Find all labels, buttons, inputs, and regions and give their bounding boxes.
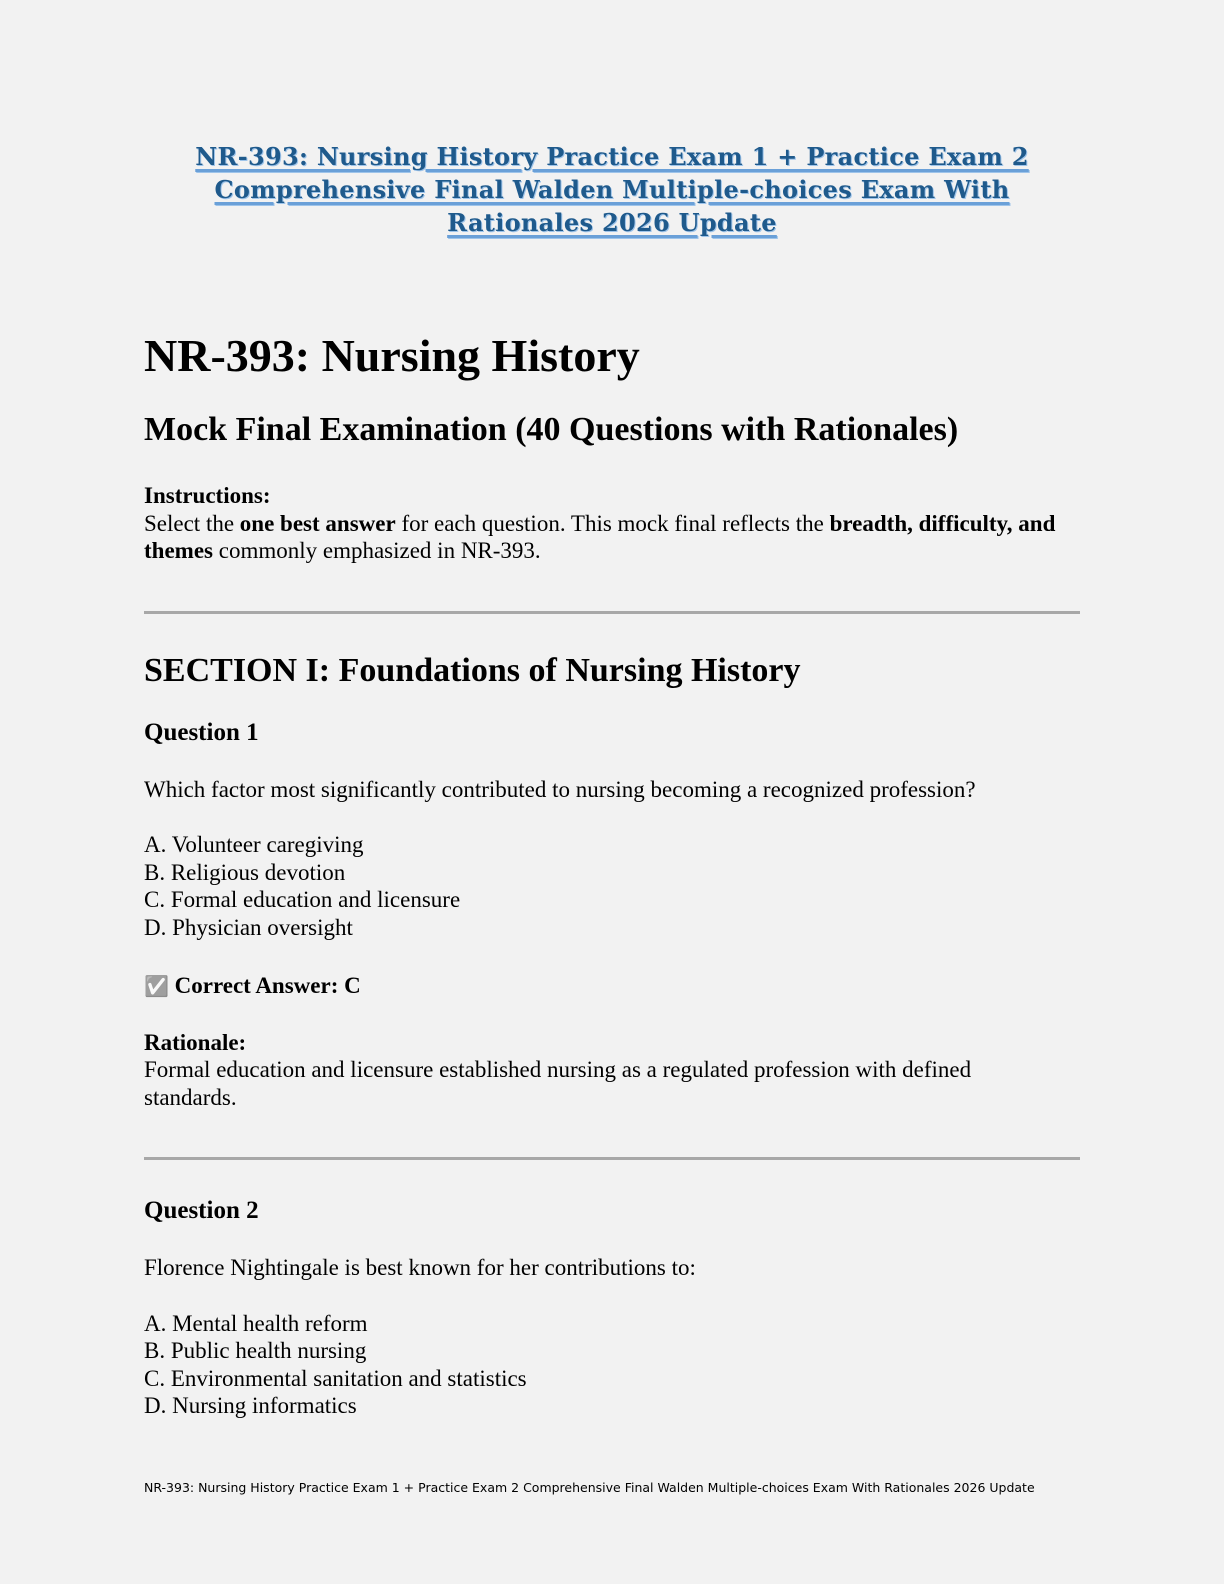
instructions-bold-1: one best answer — [239, 510, 396, 536]
divider — [144, 1157, 1080, 1160]
correct-answer — [144, 972, 1080, 1001]
instructions-text-2: for each question. This mock final reflects the — [395, 510, 830, 536]
question-2-prompt: Florence Nightingale is best known for her contributions to: — [144, 1255, 696, 1280]
rationale-text: Formal education and licensure established nursing as a regulated profession with defined standards. — [144, 1057, 972, 1110]
instructions-bold-2: breadth, difficulty, and themes — [144, 510, 1056, 563]
document-body — [144, 328, 1080, 1420]
page-subtitle: Mock Final Examination (40 Questions with Rationales) — [144, 411, 959, 448]
option-d: D. Nursing informatics — [144, 1393, 357, 1418]
instructions-label: Instructions: — [144, 483, 271, 508]
question-2-options — [144, 1310, 1080, 1420]
option-d: D. Physician oversight — [144, 914, 353, 940]
section-title: SECTION I: Foundations of Nursing History — [144, 651, 801, 689]
question-1-heading: Question 1 — [144, 718, 259, 746]
page-title: NR-393: Nursing History — [144, 330, 640, 381]
option-b: B. Public health nursing — [144, 1338, 367, 1363]
option-c: C. Formal education and licensure — [144, 887, 461, 912]
option-a: A. Volunteer caregiving — [144, 832, 364, 857]
question-1-options — [144, 831, 1080, 941]
question-1-prompt: Which factor most significantly contributed to nursing becoming a recognized profession? — [144, 776, 976, 802]
rationale-label: Rationale: — [144, 1029, 247, 1055]
page-footer: NR-393: Nursing History Practice Exam 1 + Practice Exam 2 Comprehensive Final Walden Multiple-choices Exam With Rationales 2026 Update — [144, 1480, 1035, 1495]
banner-line-3: Rationales 2026 Update — [447, 208, 777, 237]
banner-line-1: NR-393: Nursing History Practice Exam 1 + Practice Exam 2 — [195, 142, 1029, 171]
banner-line-2: Comprehensive Final Walden Multiple-choices Exam With — [214, 175, 1010, 204]
correct-answer-text: Correct Answer: C — [174, 973, 361, 998]
instructions-text — [144, 510, 1080, 565]
option-a: A. Mental health reform — [144, 1310, 368, 1336]
instructions-label-line — [144, 482, 1080, 510]
instructions-text-1: Select the — [144, 510, 240, 536]
instructions-text-3: commonly emphasized in NR-393. — [212, 538, 541, 563]
question-2-heading: Question 2 — [144, 1197, 259, 1224]
document-banner-title — [160, 140, 1064, 239]
divider — [144, 611, 1080, 614]
option-c: C. Environmental sanitation and statistics — [144, 1365, 527, 1391]
check-icon: ✅ — [144, 974, 169, 998]
option-b: B. Religious devotion — [144, 859, 346, 885]
